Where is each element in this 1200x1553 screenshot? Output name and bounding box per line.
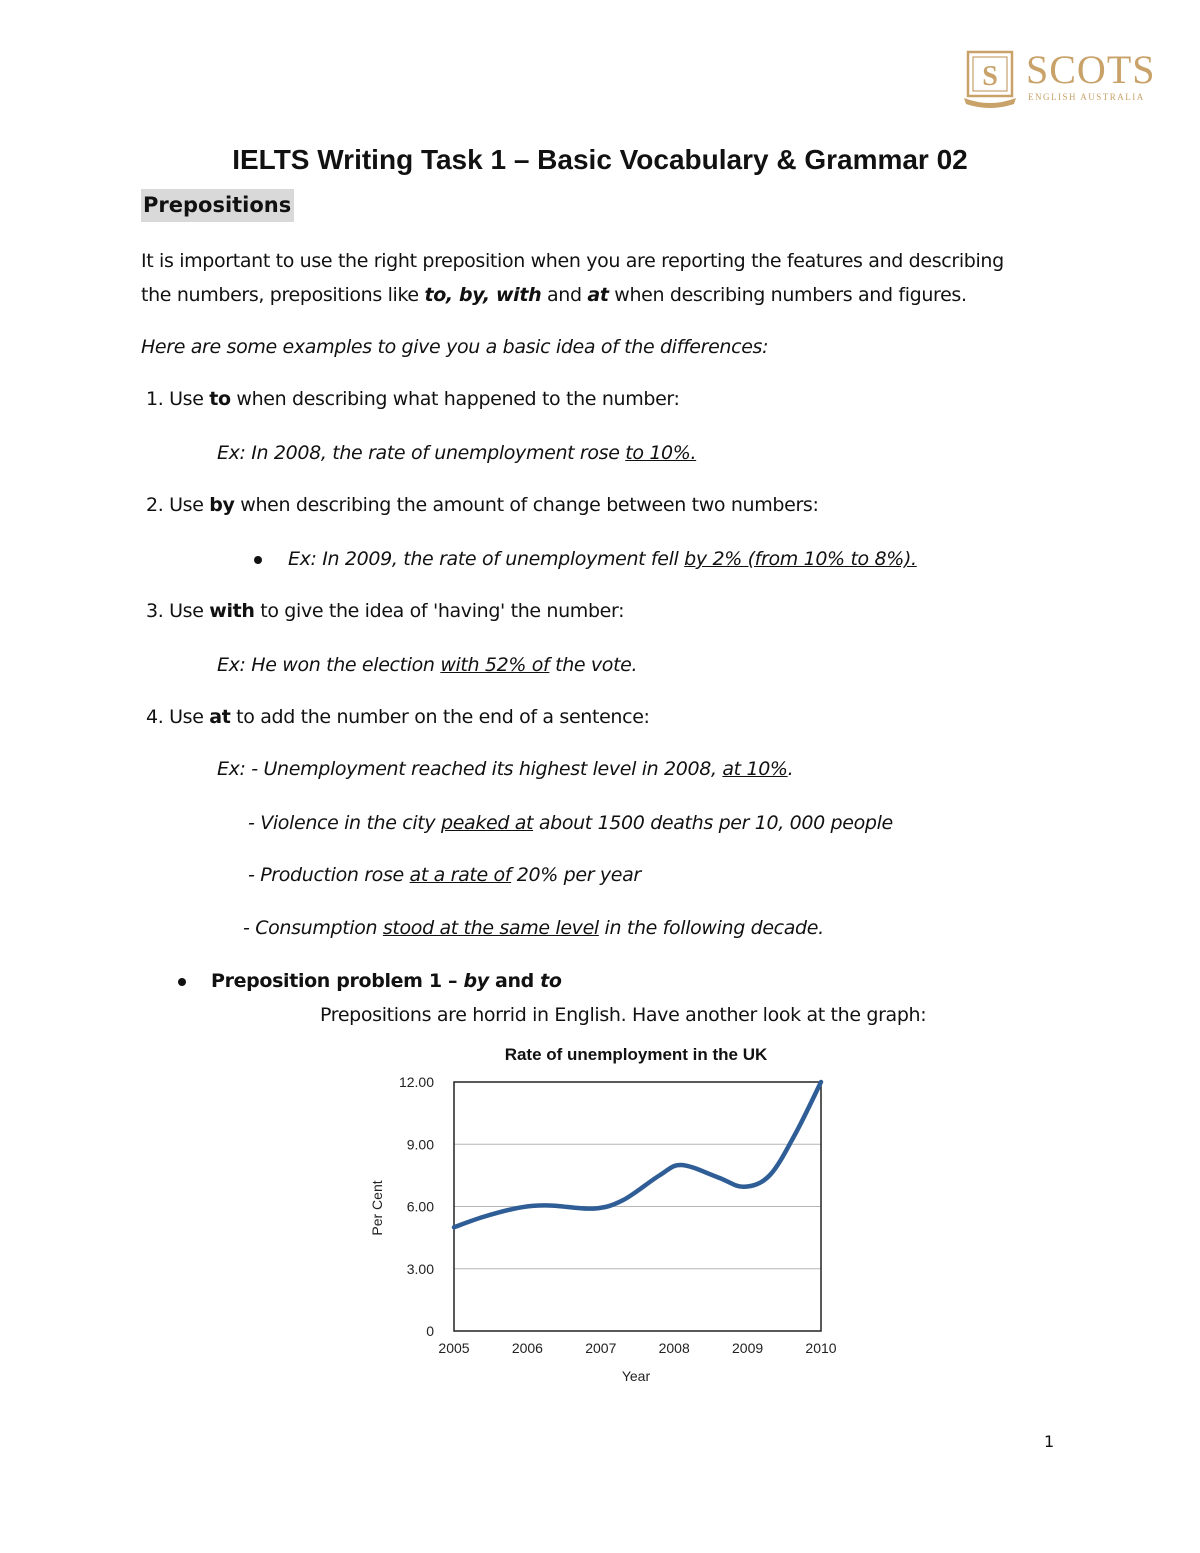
example-highlight: with 52% of: [440, 654, 550, 676]
intro-line-1: It is important to use the right preposition when you are reporting the features and describing: [141, 250, 1004, 272]
example-highlight: to 10%.: [625, 442, 697, 464]
series-line: [454, 1082, 821, 1227]
section-heading: Prepositions: [141, 189, 294, 222]
crest-icon: [962, 48, 1024, 110]
unemployment-line-chart: [356, 1036, 856, 1396]
rule-suffix: to give the idea of 'having' the number:: [254, 600, 625, 622]
example-highlight: by 2% (from 10% to 8%).: [684, 548, 917, 570]
rule-suffix: when describing what happened to the number:: [230, 388, 680, 410]
rule-2: [146, 493, 819, 517]
extra-example-1: [248, 811, 893, 835]
x-axis-ticks: [438, 1340, 836, 1356]
examples-intro: Here are some examples to give you a basic idea of the differences:: [141, 336, 769, 358]
rule-3-example: [217, 653, 637, 677]
example-highlight: at a rate of: [409, 864, 512, 886]
rule-prefix: 1. Use: [146, 388, 210, 410]
rule-1-example: [217, 441, 696, 465]
example-end: about 1500 deaths per 10, 000 people: [533, 812, 893, 834]
problem-to: to: [540, 970, 562, 992]
problem-and: and: [488, 970, 541, 992]
problem-label: Preposition problem 1 –: [211, 970, 464, 992]
y-tick-label: 0: [426, 1323, 434, 1339]
chart-grid: [454, 1144, 821, 1269]
example-highlight: peaked at: [440, 812, 534, 834]
example-text: - Consumption: [243, 917, 383, 939]
rule-4: [146, 705, 650, 729]
x-tick-label: 2009: [732, 1340, 764, 1356]
x-tick-label: 2008: [658, 1340, 690, 1356]
rule-prefix: 3. Use: [146, 600, 210, 622]
rule-1: [146, 387, 680, 411]
svg-text:S: S: [982, 61, 998, 92]
rule-suffix: when describing the amount of change between two numbers:: [234, 494, 819, 516]
page-number: 1: [1044, 1432, 1055, 1451]
problem-heading: [211, 969, 562, 993]
page-title: IELTS Writing Task 1 – Basic Vocabulary & Grammar 02: [232, 144, 968, 175]
example-text: Ex: In 2008, the rate of unemployment rose: [217, 442, 626, 464]
rule-suffix: to add the number on the end of a sentence:: [230, 706, 650, 728]
rule-prefix: 4. Use: [146, 706, 210, 728]
x-tick-label: 2007: [585, 1340, 617, 1356]
example-text: Ex: In 2009, the rate of unemployment fell: [288, 548, 685, 570]
x-tick-label: 2010: [805, 1340, 837, 1356]
chart-title: Rate of unemployment in the UK: [504, 1045, 768, 1064]
y-axis-ticks: [399, 1074, 434, 1339]
intro-at: at: [587, 284, 609, 306]
rule-keyword: with: [209, 600, 255, 622]
rule-3: [146, 599, 624, 623]
example-highlight: stood at the same level: [382, 917, 599, 939]
y-tick-label: 3.00: [406, 1260, 434, 1277]
example-text: Ex: He won the election: [217, 654, 441, 676]
rule-keyword: at: [209, 706, 231, 728]
y-tick-label: 6.00: [406, 1198, 434, 1215]
example-end: .: [787, 758, 794, 780]
example-highlight: at 10%: [722, 758, 788, 780]
intro-and: and: [541, 284, 588, 306]
bullet-icon: [254, 556, 262, 564]
example-text: - Production rose: [248, 864, 410, 886]
scots-logo: [962, 47, 1156, 110]
y-axis-label: Per Cent: [369, 1180, 385, 1236]
extra-example-2: [248, 863, 641, 887]
intro-line-2: [141, 283, 967, 307]
rule-2-example: [288, 547, 917, 571]
logo-tagline: ENGLISH AUSTRALIA: [1028, 92, 1145, 102]
example-end: 20% per year: [511, 864, 641, 886]
rule-keyword: by: [209, 494, 235, 516]
y-tick-label: 12.00: [398, 1074, 434, 1090]
example-end: in the following decade.: [598, 917, 824, 939]
intro-prepositions: to, by, with: [424, 284, 542, 306]
intro-end: when describing numbers and figures.: [608, 284, 967, 306]
bullet-icon: [178, 978, 186, 986]
example-text: - Violence in the city: [248, 812, 441, 834]
extra-example-3: [243, 916, 824, 940]
x-tick-label: 2006: [511, 1340, 543, 1356]
example-text: Ex: - Unemployment reached its highest level in 2008,: [217, 758, 723, 780]
problem-line: Prepositions are horrid in English. Have another look at the graph:: [320, 1004, 927, 1026]
intro-text: the numbers, prepositions like: [141, 284, 425, 306]
rule-prefix: 2. Use: [146, 494, 210, 516]
problem-by: by: [463, 970, 489, 992]
rule-4-example: [217, 757, 793, 781]
rule-keyword: to: [209, 388, 231, 410]
y-tick-label: 9.00: [406, 1136, 434, 1153]
logo-wordmark: SCOTS: [1026, 47, 1156, 92]
x-axis-label: Year: [621, 1368, 651, 1384]
x-tick-label: 2005: [438, 1340, 470, 1356]
example-end: the vote.: [549, 654, 638, 676]
